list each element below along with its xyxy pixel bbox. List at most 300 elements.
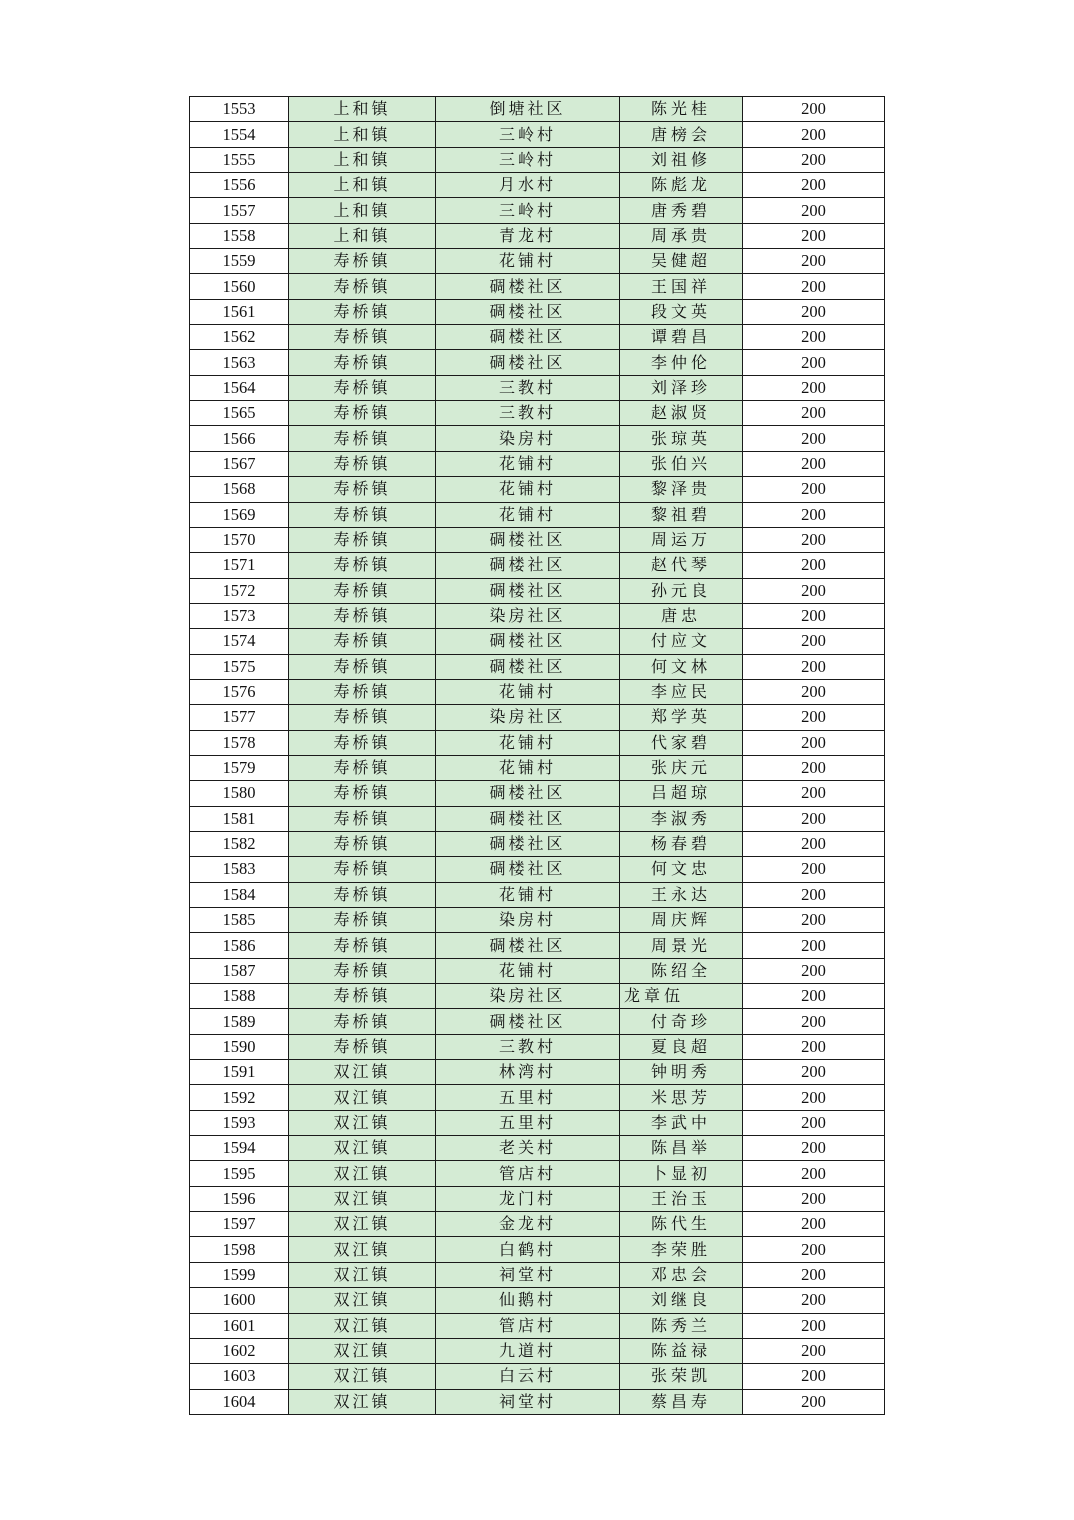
table-row bbox=[190, 1364, 885, 1389]
cell-amount: 200 bbox=[743, 1262, 885, 1287]
cell-name: 周承贵 bbox=[620, 223, 743, 248]
cell-name: 龙章伍 bbox=[620, 984, 743, 1009]
table-row bbox=[190, 578, 885, 603]
table-row bbox=[190, 1212, 885, 1237]
table-row bbox=[190, 477, 885, 502]
table-row bbox=[190, 1161, 885, 1186]
cell-index: 1590 bbox=[190, 1034, 289, 1059]
cell-village: 花铺村 bbox=[436, 882, 620, 907]
table-row bbox=[190, 1237, 885, 1262]
cell-index: 1565 bbox=[190, 401, 289, 426]
cell-amount: 200 bbox=[743, 122, 885, 147]
table-row bbox=[190, 705, 885, 730]
cell-amount: 200 bbox=[743, 401, 885, 426]
table-row bbox=[190, 1034, 885, 1059]
table-row bbox=[190, 1085, 885, 1110]
cell-town: 寿桥镇 bbox=[289, 781, 436, 806]
cell-town: 寿桥镇 bbox=[289, 629, 436, 654]
cell-index: 1576 bbox=[190, 679, 289, 704]
cell-amount: 200 bbox=[743, 223, 885, 248]
table-row bbox=[190, 1110, 885, 1135]
cell-name: 何文忠 bbox=[620, 857, 743, 882]
cell-amount: 200 bbox=[743, 274, 885, 299]
roster-table bbox=[189, 96, 885, 1415]
cell-village: 碉楼社区 bbox=[436, 806, 620, 831]
cell-index: 1560 bbox=[190, 274, 289, 299]
cell-index: 1564 bbox=[190, 375, 289, 400]
table-row bbox=[190, 933, 885, 958]
table-row bbox=[190, 122, 885, 147]
cell-index: 1556 bbox=[190, 173, 289, 198]
roster-table-body bbox=[190, 97, 885, 1415]
cell-index: 1571 bbox=[190, 553, 289, 578]
cell-town: 寿桥镇 bbox=[289, 654, 436, 679]
cell-index: 1583 bbox=[190, 857, 289, 882]
cell-town: 双江镇 bbox=[289, 1389, 436, 1414]
cell-amount: 200 bbox=[743, 502, 885, 527]
cell-town: 寿桥镇 bbox=[289, 502, 436, 527]
cell-index: 1587 bbox=[190, 958, 289, 983]
table-row bbox=[190, 984, 885, 1009]
table-row bbox=[190, 1389, 885, 1414]
cell-village: 花铺村 bbox=[436, 958, 620, 983]
table-row bbox=[190, 173, 885, 198]
cell-village: 祠堂村 bbox=[436, 1389, 620, 1414]
cell-amount: 200 bbox=[743, 654, 885, 679]
cell-town: 双江镇 bbox=[289, 1060, 436, 1085]
cell-index: 1582 bbox=[190, 831, 289, 856]
cell-town: 寿桥镇 bbox=[289, 527, 436, 552]
cell-town: 双江镇 bbox=[289, 1338, 436, 1363]
cell-village: 三教村 bbox=[436, 375, 620, 400]
cell-town: 寿桥镇 bbox=[289, 426, 436, 451]
cell-village: 九道村 bbox=[436, 1338, 620, 1363]
cell-amount: 200 bbox=[743, 173, 885, 198]
cell-name: 蔡昌寿 bbox=[620, 1389, 743, 1414]
cell-name: 陈彪龙 bbox=[620, 173, 743, 198]
cell-village: 碉楼社区 bbox=[436, 1009, 620, 1034]
cell-amount: 200 bbox=[743, 325, 885, 350]
cell-amount: 200 bbox=[743, 603, 885, 628]
cell-name: 张伯兴 bbox=[620, 451, 743, 476]
cell-name: 谭碧昌 bbox=[620, 325, 743, 350]
cell-town: 双江镇 bbox=[289, 1237, 436, 1262]
cell-index: 1603 bbox=[190, 1364, 289, 1389]
cell-index: 1566 bbox=[190, 426, 289, 451]
cell-town: 寿桥镇 bbox=[289, 249, 436, 274]
cell-index: 1554 bbox=[190, 122, 289, 147]
cell-amount: 200 bbox=[743, 1136, 885, 1161]
cell-name: 夏良超 bbox=[620, 1034, 743, 1059]
cell-town: 双江镇 bbox=[289, 1136, 436, 1161]
cell-index: 1577 bbox=[190, 705, 289, 730]
table-row bbox=[190, 730, 885, 755]
cell-village: 碉楼社区 bbox=[436, 325, 620, 350]
cell-village: 三岭村 bbox=[436, 147, 620, 172]
cell-town: 寿桥镇 bbox=[289, 857, 436, 882]
cell-index: 1555 bbox=[190, 147, 289, 172]
cell-village: 碉楼社区 bbox=[436, 274, 620, 299]
cell-index: 1586 bbox=[190, 933, 289, 958]
cell-name: 吕超琼 bbox=[620, 781, 743, 806]
table-row bbox=[190, 350, 885, 375]
cell-amount: 200 bbox=[743, 908, 885, 933]
cell-town: 寿桥镇 bbox=[289, 375, 436, 400]
cell-village: 林湾村 bbox=[436, 1060, 620, 1085]
cell-village: 花铺村 bbox=[436, 477, 620, 502]
cell-index: 1569 bbox=[190, 502, 289, 527]
cell-index: 1588 bbox=[190, 984, 289, 1009]
cell-index: 1563 bbox=[190, 350, 289, 375]
cell-amount: 200 bbox=[743, 730, 885, 755]
table-row bbox=[190, 249, 885, 274]
cell-town: 上和镇 bbox=[289, 147, 436, 172]
cell-name: 张庆元 bbox=[620, 755, 743, 780]
cell-amount: 200 bbox=[743, 97, 885, 122]
cell-name: 李荣胜 bbox=[620, 1237, 743, 1262]
table-row bbox=[190, 274, 885, 299]
cell-index: 1581 bbox=[190, 806, 289, 831]
cell-index: 1567 bbox=[190, 451, 289, 476]
cell-amount: 200 bbox=[743, 1009, 885, 1034]
cell-amount: 200 bbox=[743, 1186, 885, 1211]
cell-index: 1557 bbox=[190, 198, 289, 223]
cell-index: 1596 bbox=[190, 1186, 289, 1211]
cell-index: 1561 bbox=[190, 299, 289, 324]
cell-name: 段文英 bbox=[620, 299, 743, 324]
cell-name: 代家碧 bbox=[620, 730, 743, 755]
cell-amount: 200 bbox=[743, 806, 885, 831]
cell-amount: 200 bbox=[743, 958, 885, 983]
cell-amount: 200 bbox=[743, 679, 885, 704]
cell-town: 寿桥镇 bbox=[289, 350, 436, 375]
table-row bbox=[190, 223, 885, 248]
cell-name: 张琼英 bbox=[620, 426, 743, 451]
table-row bbox=[190, 299, 885, 324]
cell-village: 三岭村 bbox=[436, 122, 620, 147]
cell-amount: 200 bbox=[743, 882, 885, 907]
cell-amount: 200 bbox=[743, 1085, 885, 1110]
cell-village: 花铺村 bbox=[436, 249, 620, 274]
cell-town: 上和镇 bbox=[289, 97, 436, 122]
cell-town: 双江镇 bbox=[289, 1288, 436, 1313]
table-row bbox=[190, 1186, 885, 1211]
cell-index: 1593 bbox=[190, 1110, 289, 1135]
cell-town: 寿桥镇 bbox=[289, 274, 436, 299]
cell-name: 陈光桂 bbox=[620, 97, 743, 122]
table-row bbox=[190, 1009, 885, 1034]
cell-name: 黎祖碧 bbox=[620, 502, 743, 527]
cell-town: 寿桥镇 bbox=[289, 1034, 436, 1059]
cell-amount: 200 bbox=[743, 1338, 885, 1363]
table-row bbox=[190, 857, 885, 882]
cell-amount: 200 bbox=[743, 477, 885, 502]
cell-index: 1572 bbox=[190, 578, 289, 603]
cell-town: 寿桥镇 bbox=[289, 705, 436, 730]
table-row bbox=[190, 1288, 885, 1313]
cell-name: 吴健超 bbox=[620, 249, 743, 274]
table-row bbox=[190, 1338, 885, 1363]
cell-town: 寿桥镇 bbox=[289, 553, 436, 578]
cell-village: 碉楼社区 bbox=[436, 578, 620, 603]
cell-village: 龙门村 bbox=[436, 1186, 620, 1211]
cell-name: 陈秀兰 bbox=[620, 1313, 743, 1338]
table-row bbox=[190, 1313, 885, 1338]
cell-amount: 200 bbox=[743, 781, 885, 806]
cell-name: 卜显初 bbox=[620, 1161, 743, 1186]
cell-name: 刘祖修 bbox=[620, 147, 743, 172]
cell-name: 米思芳 bbox=[620, 1085, 743, 1110]
cell-amount: 200 bbox=[743, 451, 885, 476]
cell-village: 仙鹅村 bbox=[436, 1288, 620, 1313]
cell-index: 1594 bbox=[190, 1136, 289, 1161]
cell-town: 寿桥镇 bbox=[289, 831, 436, 856]
cell-amount: 200 bbox=[743, 553, 885, 578]
table-row bbox=[190, 451, 885, 476]
cell-name: 赵淑贤 bbox=[620, 401, 743, 426]
cell-village: 碉楼社区 bbox=[436, 527, 620, 552]
cell-town: 双江镇 bbox=[289, 1161, 436, 1186]
cell-index: 1595 bbox=[190, 1161, 289, 1186]
cell-village: 花铺村 bbox=[436, 502, 620, 527]
cell-town: 上和镇 bbox=[289, 122, 436, 147]
cell-town: 寿桥镇 bbox=[289, 299, 436, 324]
cell-town: 双江镇 bbox=[289, 1186, 436, 1211]
cell-amount: 200 bbox=[743, 299, 885, 324]
cell-amount: 200 bbox=[743, 578, 885, 603]
table-row bbox=[190, 679, 885, 704]
cell-index: 1562 bbox=[190, 325, 289, 350]
cell-town: 双江镇 bbox=[289, 1313, 436, 1338]
table-row bbox=[190, 755, 885, 780]
table-row bbox=[190, 908, 885, 933]
cell-name: 黎泽贵 bbox=[620, 477, 743, 502]
cell-name: 陈益禄 bbox=[620, 1338, 743, 1363]
cell-amount: 200 bbox=[743, 1389, 885, 1414]
cell-town: 寿桥镇 bbox=[289, 958, 436, 983]
cell-amount: 200 bbox=[743, 375, 885, 400]
cell-village: 染房村 bbox=[436, 908, 620, 933]
cell-town: 寿桥镇 bbox=[289, 578, 436, 603]
cell-amount: 200 bbox=[743, 1034, 885, 1059]
cell-name: 李仲伦 bbox=[620, 350, 743, 375]
cell-village: 染房社区 bbox=[436, 705, 620, 730]
cell-name: 唐忠 bbox=[620, 603, 743, 628]
cell-index: 1584 bbox=[190, 882, 289, 907]
cell-amount: 200 bbox=[743, 755, 885, 780]
cell-index: 1580 bbox=[190, 781, 289, 806]
cell-name: 王永达 bbox=[620, 882, 743, 907]
cell-town: 上和镇 bbox=[289, 198, 436, 223]
cell-index: 1599 bbox=[190, 1262, 289, 1287]
cell-index: 1574 bbox=[190, 629, 289, 654]
cell-amount: 200 bbox=[743, 705, 885, 730]
cell-index: 1602 bbox=[190, 1338, 289, 1363]
table-row bbox=[190, 97, 885, 122]
cell-index: 1573 bbox=[190, 603, 289, 628]
cell-amount: 200 bbox=[743, 984, 885, 1009]
cell-index: 1600 bbox=[190, 1288, 289, 1313]
table-row bbox=[190, 654, 885, 679]
cell-village: 花铺村 bbox=[436, 679, 620, 704]
cell-name: 王国祥 bbox=[620, 274, 743, 299]
cell-name: 唐榜会 bbox=[620, 122, 743, 147]
cell-amount: 200 bbox=[743, 426, 885, 451]
cell-town: 寿桥镇 bbox=[289, 908, 436, 933]
cell-index: 1559 bbox=[190, 249, 289, 274]
cell-town: 寿桥镇 bbox=[289, 806, 436, 831]
cell-village: 花铺村 bbox=[436, 755, 620, 780]
cell-village: 五里村 bbox=[436, 1085, 620, 1110]
cell-name: 李淑秀 bbox=[620, 806, 743, 831]
cell-village: 碉楼社区 bbox=[436, 629, 620, 654]
table-row bbox=[190, 426, 885, 451]
cell-index: 1597 bbox=[190, 1212, 289, 1237]
cell-name: 杨春碧 bbox=[620, 831, 743, 856]
cell-village: 碉楼社区 bbox=[436, 831, 620, 856]
cell-name: 钟明秀 bbox=[620, 1060, 743, 1085]
cell-village: 青龙村 bbox=[436, 223, 620, 248]
cell-name: 周景光 bbox=[620, 933, 743, 958]
cell-town: 寿桥镇 bbox=[289, 1009, 436, 1034]
table-row bbox=[190, 527, 885, 552]
table-row bbox=[190, 806, 885, 831]
cell-name: 唐秀碧 bbox=[620, 198, 743, 223]
cell-name: 邓忠会 bbox=[620, 1262, 743, 1287]
cell-amount: 200 bbox=[743, 831, 885, 856]
table-row bbox=[190, 147, 885, 172]
cell-village: 碉楼社区 bbox=[436, 299, 620, 324]
table-row bbox=[190, 198, 885, 223]
cell-village: 月水村 bbox=[436, 173, 620, 198]
cell-village: 碉楼社区 bbox=[436, 350, 620, 375]
table-row bbox=[190, 958, 885, 983]
cell-amount: 200 bbox=[743, 1237, 885, 1262]
cell-amount: 200 bbox=[743, 350, 885, 375]
cell-name: 郑学英 bbox=[620, 705, 743, 730]
cell-index: 1598 bbox=[190, 1237, 289, 1262]
cell-amount: 200 bbox=[743, 527, 885, 552]
cell-name: 刘继良 bbox=[620, 1288, 743, 1313]
cell-village: 三教村 bbox=[436, 401, 620, 426]
cell-amount: 200 bbox=[743, 629, 885, 654]
cell-amount: 200 bbox=[743, 1364, 885, 1389]
cell-index: 1578 bbox=[190, 730, 289, 755]
cell-name: 孙元良 bbox=[620, 578, 743, 603]
cell-village: 碉楼社区 bbox=[436, 553, 620, 578]
cell-index: 1553 bbox=[190, 97, 289, 122]
cell-index: 1589 bbox=[190, 1009, 289, 1034]
cell-amount: 200 bbox=[743, 1212, 885, 1237]
cell-name: 刘泽珍 bbox=[620, 375, 743, 400]
table-row bbox=[190, 1262, 885, 1287]
cell-index: 1591 bbox=[190, 1060, 289, 1085]
cell-village: 染房社区 bbox=[436, 603, 620, 628]
cell-name: 李武中 bbox=[620, 1110, 743, 1135]
cell-village: 花铺村 bbox=[436, 730, 620, 755]
cell-amount: 200 bbox=[743, 1313, 885, 1338]
cell-town: 寿桥镇 bbox=[289, 451, 436, 476]
table-row bbox=[190, 1060, 885, 1085]
cell-village: 碉楼社区 bbox=[436, 857, 620, 882]
cell-village: 碉楼社区 bbox=[436, 654, 620, 679]
table-row bbox=[190, 831, 885, 856]
cell-town: 寿桥镇 bbox=[289, 984, 436, 1009]
cell-town: 双江镇 bbox=[289, 1110, 436, 1135]
cell-amount: 200 bbox=[743, 933, 885, 958]
cell-village: 管店村 bbox=[436, 1161, 620, 1186]
cell-town: 上和镇 bbox=[289, 173, 436, 198]
cell-amount: 200 bbox=[743, 1110, 885, 1135]
table-row bbox=[190, 781, 885, 806]
cell-town: 寿桥镇 bbox=[289, 679, 436, 704]
cell-town: 双江镇 bbox=[289, 1085, 436, 1110]
cell-index: 1570 bbox=[190, 527, 289, 552]
cell-name: 付应文 bbox=[620, 629, 743, 654]
cell-town: 寿桥镇 bbox=[289, 755, 436, 780]
cell-town: 寿桥镇 bbox=[289, 477, 436, 502]
cell-name: 赵代琴 bbox=[620, 553, 743, 578]
cell-village: 白云村 bbox=[436, 1364, 620, 1389]
table-row bbox=[190, 553, 885, 578]
cell-amount: 200 bbox=[743, 198, 885, 223]
cell-village: 染房社区 bbox=[436, 984, 620, 1009]
cell-village: 碉楼社区 bbox=[436, 933, 620, 958]
table-row bbox=[190, 882, 885, 907]
cell-name: 陈绍全 bbox=[620, 958, 743, 983]
cell-name: 张荣凯 bbox=[620, 1364, 743, 1389]
cell-amount: 200 bbox=[743, 1161, 885, 1186]
cell-town: 双江镇 bbox=[289, 1262, 436, 1287]
cell-village: 白鹤村 bbox=[436, 1237, 620, 1262]
cell-village: 管店村 bbox=[436, 1313, 620, 1338]
cell-name: 陈代生 bbox=[620, 1212, 743, 1237]
table-row bbox=[190, 502, 885, 527]
table-row bbox=[190, 401, 885, 426]
cell-index: 1592 bbox=[190, 1085, 289, 1110]
cell-index: 1601 bbox=[190, 1313, 289, 1338]
cell-town: 寿桥镇 bbox=[289, 603, 436, 628]
cell-index: 1604 bbox=[190, 1389, 289, 1414]
cell-village: 五里村 bbox=[436, 1110, 620, 1135]
cell-town: 上和镇 bbox=[289, 223, 436, 248]
cell-town: 寿桥镇 bbox=[289, 730, 436, 755]
table-row bbox=[190, 375, 885, 400]
cell-amount: 200 bbox=[743, 249, 885, 274]
cell-village: 花铺村 bbox=[436, 451, 620, 476]
cell-name: 周庆辉 bbox=[620, 908, 743, 933]
cell-town: 寿桥镇 bbox=[289, 933, 436, 958]
cell-town: 双江镇 bbox=[289, 1212, 436, 1237]
table-row bbox=[190, 1136, 885, 1161]
cell-amount: 200 bbox=[743, 1288, 885, 1313]
table-row bbox=[190, 325, 885, 350]
cell-index: 1558 bbox=[190, 223, 289, 248]
cell-index: 1585 bbox=[190, 908, 289, 933]
table-row bbox=[190, 603, 885, 628]
cell-index: 1568 bbox=[190, 477, 289, 502]
cell-name: 何文林 bbox=[620, 654, 743, 679]
cell-town: 寿桥镇 bbox=[289, 882, 436, 907]
cell-village: 碉楼社区 bbox=[436, 781, 620, 806]
cell-town: 寿桥镇 bbox=[289, 325, 436, 350]
cell-name: 周运万 bbox=[620, 527, 743, 552]
cell-amount: 200 bbox=[743, 857, 885, 882]
cell-index: 1575 bbox=[190, 654, 289, 679]
cell-village: 三教村 bbox=[436, 1034, 620, 1059]
table-row bbox=[190, 629, 885, 654]
cell-amount: 200 bbox=[743, 147, 885, 172]
